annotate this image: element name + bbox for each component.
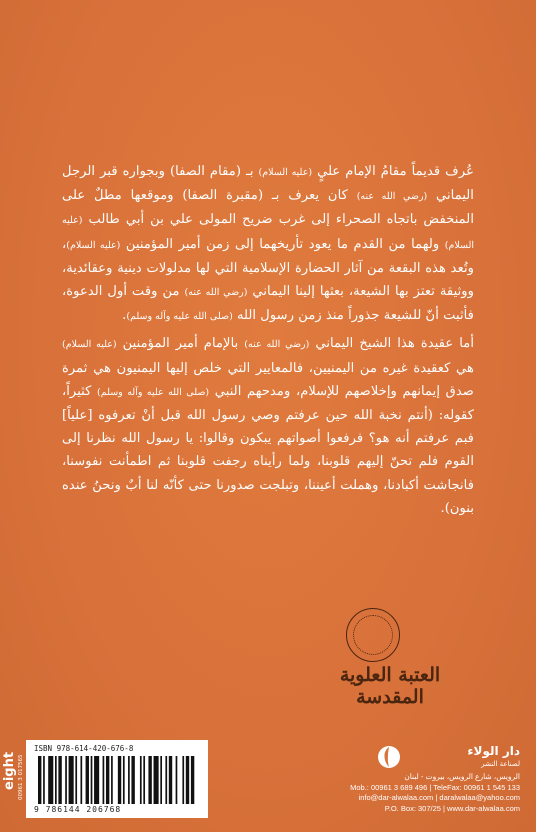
barcode-bar [91,756,93,804]
honorific: (عليه السلام) [258,167,313,178]
isbn-label: ISBN 978-614-420-676-8 [34,744,134,753]
publisher-pobox: P.O. Box: 307/25 | www.dar-alwalaa.com [384,803,520,813]
blurb-segment: كثيراً، كقوله: (أنتم نخبة الله حين عرفتم وصي رسول الله قبل أنْ تعرفوه [علياً] فبم عرفتم أنه هو؟ فرفعوا أصواتهم يبكون وقالوا: يا رسول الله نظرنا إلى القوم فلم تحنّ إليهم قلوبنا، ولما رأيناه رجفت قلوبنا ثم اطمأنت نفوسنا، فانجاشت أكبادنا، وهملت أعيننا، وتبلجت صدورنا حتى كأنّه لنا أبٌ ونحنُ عنده بنون). [62,383,474,516]
blurb-segment: أما عقيدة هذا الشيخ اليماني [309,336,474,352]
honorific: (صلى الله عليه وآله وسلم) [126,311,233,323]
barcode-bar [186,756,189,804]
barcode-bar [38,756,41,804]
barcode-bar [182,756,184,804]
honorific: (عليه السلام) [62,339,117,351]
blurb-paragraph [62,160,474,328]
barcode-bar [65,756,67,804]
barcode-bar [154,756,159,804]
publisher-logo-icon [376,744,402,770]
publisher-phone: Mob.: 00961 3 689 496 | TeleFax: 00961 1 545 133 [350,782,520,792]
blurb-paragraph [62,332,474,520]
blurb-segment: ولهما من القدم ما يعود تأريخهما إلى زمن أمير المؤمنين [120,236,445,252]
honorific: (رضي الله عنه) [244,339,310,351]
barcode-bar [131,756,134,804]
honorific: (صلى الله عليه وآله وسلم) [97,386,210,398]
blurb-segment: كان يعرف بـ (مقبرة الصفا) وموقعها مطلٌ على المنخفض باتجاه الصحراء إلى غرب ضريح المولى علي بن أبي طالب [62,188,474,228]
shrine-seal-icon [346,608,400,662]
barcode [36,756,198,804]
barcode-bar [103,756,105,804]
barcode-bar [143,756,145,804]
eight-brand-logo: eight [2,751,17,790]
barcode-bar [48,756,53,804]
barcode-bar [55,756,57,804]
publisher-address: الرويس، شارع الرويس، بيروت - لبنان [404,772,520,781]
publisher-email: info@dar-alwalaa.com | daralwalaa@yahoo.com [358,793,520,802]
barcode-bar [165,756,167,804]
blurb-segment: عُرف قديماً مقامُ الإمام عليٍ [312,164,474,179]
honorific: (عليه السلام) [62,215,474,251]
publisher-tagline: لصناعة النشر [481,760,520,768]
barcode-bar [43,756,45,804]
barcode-bar [118,756,121,804]
barcode-bar [191,756,194,804]
barcode-bar [80,756,82,804]
barcode-bar [169,756,172,804]
honorific: (رضي الله عنه) [184,287,248,299]
barcode-bar [86,756,89,804]
barcode-bar [58,756,61,804]
barcode-digits: 9 786144 206768 [34,805,122,814]
blurb-segment: بـ (مقام الصفا) وبجواره قبر الرجل اليماني [62,164,474,204]
eight-brand-code: 00961 3 017565 [18,754,24,800]
honorific: (رضي الله عنه) [356,191,428,203]
honorific: (عليه السلام) [66,239,121,251]
blurb-segment: ، وتُعد هذه البقعة من آثار الحضارة الإسلامية التي لها مدلولات دينية وعقائدية، ووثيقة تعتز بها الشيعة، بعثها إلينا اليماني [62,236,474,300]
barcode-bar [160,756,162,804]
publisher-contact [250,772,520,814]
blurb-text [62,160,474,524]
barcode-bar [111,756,113,804]
blurb-segment: هي كعقيدة غيره من اليمنيين، فالمعايير التي خلص إليها اليمنيون هي ثمرة صدق إيمانهم وإخلاصهم للإسلام، ومدحهم النبي [62,360,474,399]
blurb-segment: . [122,308,127,324]
barcode-bar [148,756,151,804]
barcode-bar [106,756,109,804]
barcode-bar [75,756,77,804]
barcode-bar [123,756,125,804]
barcode-bar [69,756,74,804]
publisher-name: دار الولاء [467,744,520,758]
barcode-bar [176,756,178,804]
blurb-segment: من وقت أول الدعوة، فأثبت أنّ للشيعة جذوراً منذ زمن رسول الله [62,284,474,324]
barcode-bar [140,756,142,804]
barcode-bar [128,756,130,804]
holy-shrine-logo-text: العتبة العلوية المقدسة [339,664,441,708]
blurb-segment: بالإمام أمير المؤمنين [116,336,245,352]
barcode-bar [94,756,99,804]
